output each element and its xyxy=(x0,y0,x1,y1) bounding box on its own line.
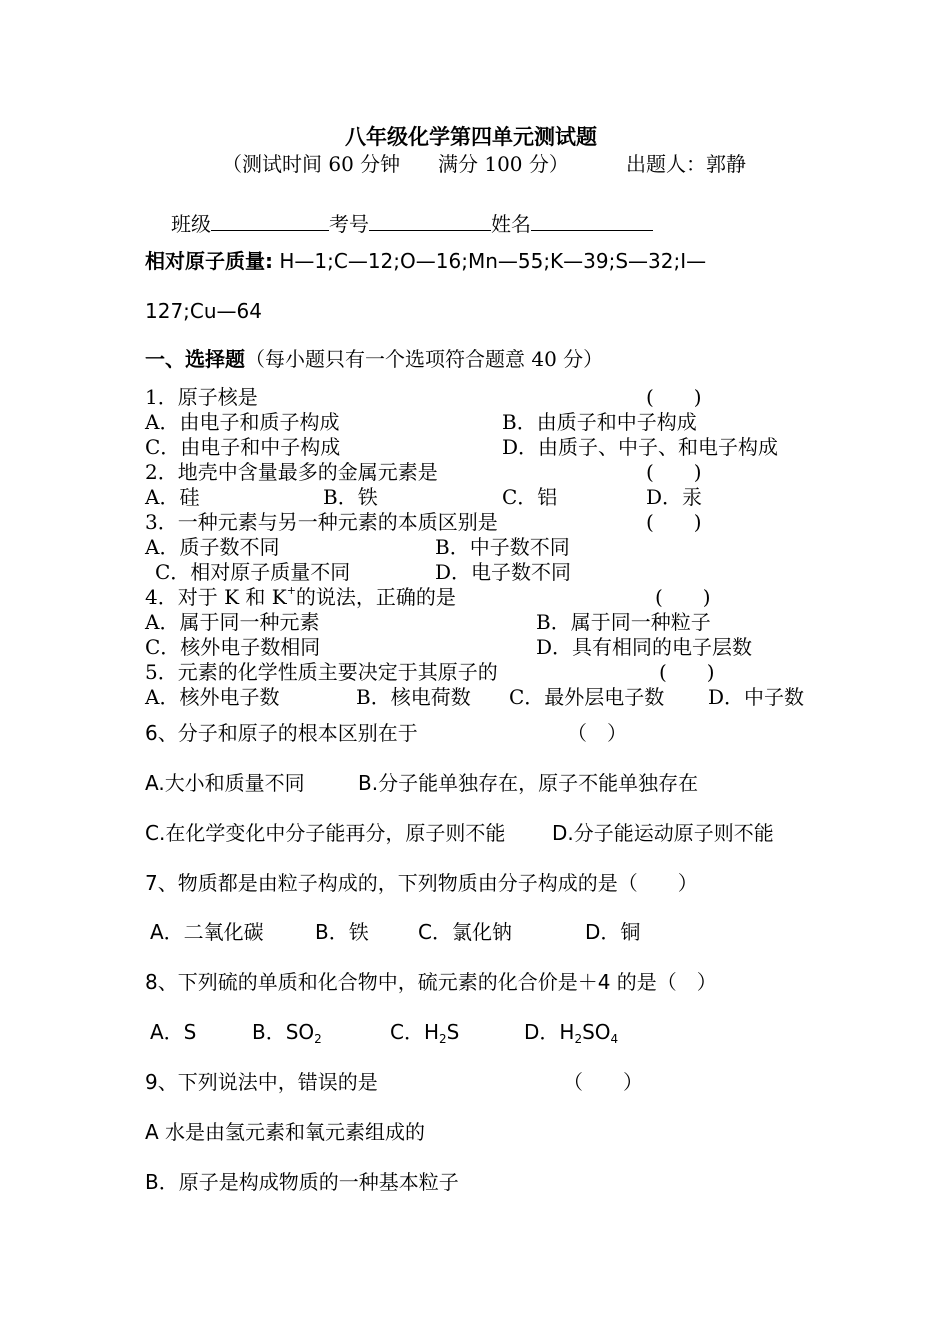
q6-answer-paren[interactable]: （ ） xyxy=(567,721,627,745)
q2-stem: 2．地壳中含量最多的金属元素是 xyxy=(145,460,438,484)
name-label: 姓名 xyxy=(491,212,531,236)
q1-answer-paren[interactable]: ( ) xyxy=(646,385,702,409)
q7-stem: 7、物质都是由粒子构成的，下列物质由分子构成的是（ ） xyxy=(145,871,698,895)
q8-option-b xyxy=(252,1020,322,1046)
q4-option-a: A．属于同一种元素 xyxy=(145,610,320,634)
q3-option-b: B．中子数不同 xyxy=(435,535,570,559)
q1-option-d: D．由质子、中子、和电子构成 xyxy=(502,435,779,459)
q1-stem: 1．原子核是 xyxy=(145,385,258,409)
q8-option-a: A．S xyxy=(150,1020,197,1044)
q6-option-a: A.大小和质量不同 xyxy=(145,771,305,795)
student-info-line xyxy=(171,212,653,234)
class-field[interactable] xyxy=(211,212,329,231)
q4-option-c: C．核外电子数相同 xyxy=(145,635,321,659)
q7-option-d: D．铜 xyxy=(585,920,641,944)
section-title: 一、选择题 xyxy=(145,347,245,371)
page-title: 八年级化学第四单元测试题 xyxy=(345,124,597,149)
q7-option-a: A．二氧化碳 xyxy=(150,920,264,944)
q8-b-sub: 2 xyxy=(314,1032,322,1046)
q4-option-d: D．具有相同的电子层数 xyxy=(536,635,753,659)
q5-stem: 5．元素的化学性质主要决定于其原子的 xyxy=(145,660,498,684)
q6-stem: 6、分子和原子的根本区别在于 xyxy=(145,721,418,745)
q4-stem xyxy=(145,584,456,609)
q9-option-a: A 水是由氢元素和氧元素组成的 xyxy=(145,1120,426,1144)
q5-answer-paren[interactable]: ( ) xyxy=(659,660,715,684)
q8-c-post: S xyxy=(446,1020,460,1044)
class-label: 班级 xyxy=(171,212,211,236)
q1-option-c: C．由电子和中子构成 xyxy=(145,435,341,459)
q8-c-sub: 2 xyxy=(439,1032,447,1046)
q8-d-mid: SO xyxy=(582,1020,611,1044)
author: 出题人：郭静 xyxy=(626,152,746,176)
full-score: 满分 100 分） xyxy=(438,152,569,176)
q7-option-c: C．氯化钠 xyxy=(418,920,512,944)
q4-answer-paren[interactable]: ( ) xyxy=(655,585,711,609)
test-time: （测试时间 60 分钟 xyxy=(222,152,401,176)
q5-option-a: A．核外电子数 xyxy=(145,685,280,709)
q8-option-c xyxy=(390,1020,460,1046)
q8-stem: 8、下列硫的单质和化合物中，硫元素的化合价是＋4 的是（ ） xyxy=(145,970,717,994)
atomic-mass-line1 xyxy=(145,251,706,271)
q3-answer-paren[interactable]: ( ) xyxy=(646,510,702,534)
q9-option-b: B．原子是构成物质的一种基本粒子 xyxy=(145,1170,459,1194)
q3-option-a: A．质子数不同 xyxy=(145,535,280,559)
section-heading xyxy=(145,349,603,369)
number-field[interactable] xyxy=(369,212,491,231)
q5-option-b: B．核电荷数 xyxy=(356,685,471,709)
q3-option-c: C．相对原子质量不同 xyxy=(155,560,351,584)
q2-option-c: C．铝 xyxy=(502,485,558,509)
q8-c-pre: C．H xyxy=(390,1020,440,1044)
q8-d-sub1: 2 xyxy=(574,1032,583,1046)
q1-option-a: A．由电子和质子构成 xyxy=(145,410,340,434)
q2-option-a: A．硅 xyxy=(145,485,200,509)
q7-option-b: B．铁 xyxy=(315,920,369,944)
atomic-mass-line2: 127;Cu—64 xyxy=(145,299,263,323)
q5-option-c: C．最外层电子数 xyxy=(509,685,665,709)
q6-option-d: D.分子能运动原子则不能 xyxy=(552,821,774,845)
q2-answer-paren[interactable]: ( ) xyxy=(646,460,702,484)
q3-stem: 3．一种元素与另一种元素的本质区别是 xyxy=(145,510,498,534)
q4-option-b: B．属于同一种粒子 xyxy=(536,610,711,634)
q8-d-pre: D．H xyxy=(524,1020,575,1044)
q1-option-b: B．由质子和中子构成 xyxy=(502,410,697,434)
q8-option-d xyxy=(524,1020,619,1046)
name-field[interactable] xyxy=(531,212,653,231)
q5-option-d: D．中子数 xyxy=(708,685,805,709)
q6-option-b: B.分子能单独存在，原子不能单独存在 xyxy=(358,771,699,795)
number-label: 考号 xyxy=(329,212,369,236)
q3-option-d: D．电子数不同 xyxy=(435,560,572,584)
q8-d-sub2: 4 xyxy=(610,1032,619,1046)
q2-option-b: B．铁 xyxy=(323,485,378,509)
q8-b-pre: B．SO xyxy=(252,1020,315,1044)
atomic-mass-values: H—1;C—12;O—16;Mn—55;K—39;S—32;I— xyxy=(273,249,707,273)
q2-option-d: D．汞 xyxy=(646,485,703,509)
section-note: （每小题只有一个选项符合题意 40 分） xyxy=(245,347,604,371)
q9-answer-paren[interactable]: （ ） xyxy=(563,1070,643,1094)
atomic-mass-label: 相对原子质量: xyxy=(145,249,273,273)
q9-stem: 9、下列说法中，错误的是 xyxy=(145,1070,378,1094)
q4-stem-pre: 4．对于 K 和 K xyxy=(145,585,287,609)
q4-stem-sup: + xyxy=(286,584,296,597)
q4-stem-post: 的说法，正确的是 xyxy=(295,585,456,609)
q6-option-c: C.在化学变化中分子能再分，原子则不能 xyxy=(145,821,506,845)
